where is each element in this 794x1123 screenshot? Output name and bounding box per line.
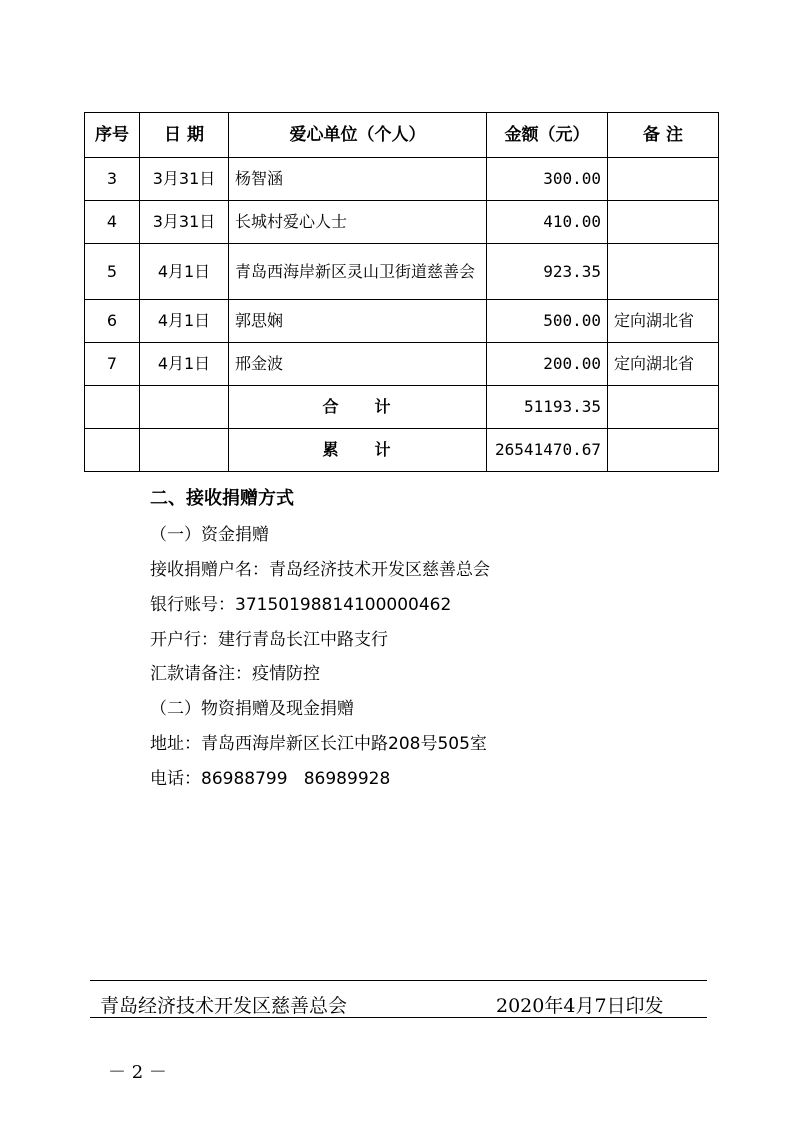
- row-note: 定向湖北省: [608, 300, 719, 343]
- table-row: [85, 201, 719, 244]
- cumulative-label: 累 计: [229, 429, 487, 472]
- row-date: 3月31日: [140, 158, 229, 201]
- header-no: 序号: [85, 113, 140, 158]
- row-donor: 长城村爱心人士: [229, 201, 487, 244]
- subsection-funds: （一）资金捐赠: [150, 525, 269, 545]
- table-header-row: [85, 113, 719, 158]
- row-note: 定向湖北省: [608, 343, 719, 386]
- row-donor: 青岛西海岸新区灵山卫街道慈善会: [229, 244, 487, 300]
- address: 地址：青岛西海岸新区长江中路208号505室: [150, 734, 487, 754]
- row-date: 4月1日: [140, 244, 229, 300]
- phone: 电话：86988799 86989928: [150, 769, 391, 789]
- footer-rule-bottom: [90, 1017, 707, 1018]
- row-amount: 500.00: [487, 300, 608, 343]
- row-no: 3: [85, 158, 140, 201]
- table-row: [85, 158, 719, 201]
- cumulative-amount: 26541470.67: [487, 429, 608, 472]
- row-amount: 200.00: [487, 343, 608, 386]
- row-date: 4月1日: [140, 300, 229, 343]
- header-note: 备 注: [608, 113, 719, 158]
- row-note: [608, 201, 719, 244]
- row-date: 4月1日: [140, 343, 229, 386]
- row-note: [608, 244, 719, 300]
- page-number: － 2 －: [108, 1062, 167, 1083]
- subtotal-row: [85, 386, 719, 429]
- subsection-goods: （二）物资捐赠及现金捐赠: [150, 699, 354, 719]
- footer-issuer: 青岛经济技术开发区慈善总会: [100, 995, 348, 1017]
- remittance-remark: 汇款请备注：疫情防控: [150, 664, 320, 684]
- account-name: 接收捐赠户名：青岛经济技术开发区慈善总会: [150, 560, 490, 580]
- subtotal-label: 合 计: [229, 386, 487, 429]
- header-date: 日 期: [140, 113, 229, 158]
- row-no: 6: [85, 300, 140, 343]
- section-heading: 二、接收捐赠方式: [150, 488, 294, 509]
- row-amount: 410.00: [487, 201, 608, 244]
- row-no: 7: [85, 343, 140, 386]
- bank-name: 开户行：建行青岛长江中路支行: [150, 630, 388, 650]
- row-date: 3月31日: [140, 201, 229, 244]
- row-no: 5: [85, 244, 140, 300]
- row-note: [608, 158, 719, 201]
- row-amount: 923.35: [487, 244, 608, 300]
- row-donor: 郭思娴: [229, 300, 487, 343]
- table-row: [85, 343, 719, 386]
- header-amount: 金额（元）: [487, 113, 608, 158]
- account-number: 银行账号：37150198814100000462: [150, 595, 452, 615]
- row-amount: 300.00: [487, 158, 608, 201]
- row-donor: 邢金波: [229, 343, 487, 386]
- table-row: [85, 300, 719, 343]
- footer-issue-date: 2020年4月7日印发: [496, 995, 664, 1017]
- subtotal-amount: 51193.35: [487, 386, 608, 429]
- table-row: [85, 244, 719, 300]
- cumulative-row: [85, 429, 719, 472]
- row-no: 4: [85, 201, 140, 244]
- footer-rule-top: [90, 980, 707, 981]
- row-donor: 杨智涵: [229, 158, 487, 201]
- donation-table: [84, 112, 719, 472]
- header-donor: 爱心单位（个人）: [229, 113, 487, 158]
